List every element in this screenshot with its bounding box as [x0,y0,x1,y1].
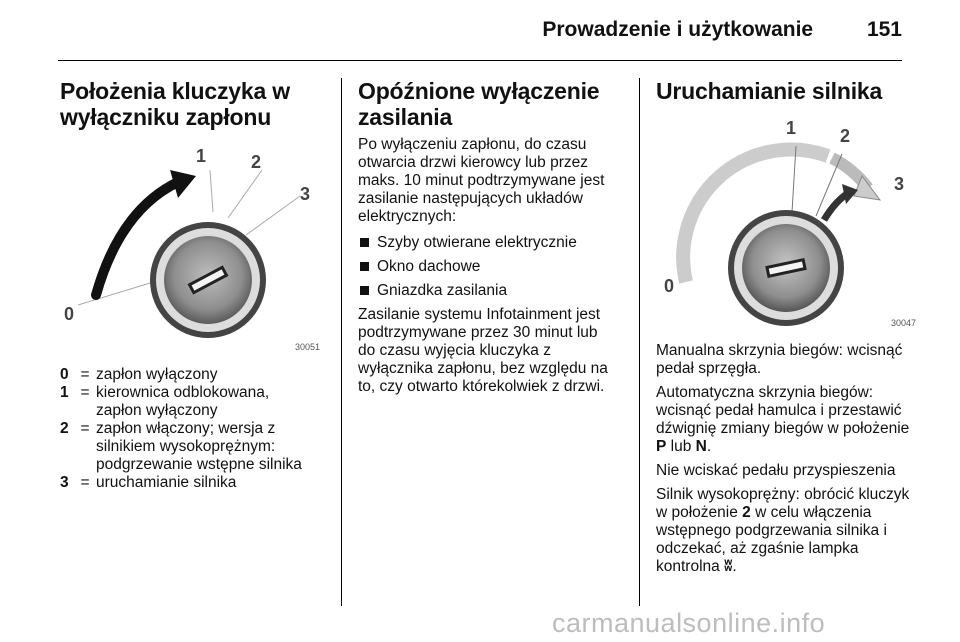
legend-key: 1 [60,384,69,401]
text-fragment: . [706,438,712,455]
legend-line: zapłon wyłączony [96,402,218,419]
text-line: elektrycznych: [358,208,457,225]
page-number: 151 [866,18,902,41]
text-line: Po wyłączeniu zapłonu, do czasu [358,136,587,153]
page-header [542,18,902,42]
key-position-2: 2 [742,504,751,521]
paragraph: Nie wciskać pedału przyspieszenia [656,462,896,479]
section-key-positions [60,78,328,492]
legend-line: silnikiem wysokoprężnym: [96,438,276,455]
heading-line: wyłączniku zapłonu [60,104,272,130]
section-delayed-power-off [358,78,628,396]
list-item [358,282,628,300]
gear-position-n: N [695,438,707,455]
header-rule [58,60,902,61]
text-fragment: kontrolna [656,558,725,575]
legend-key: 0 [60,366,69,383]
figure-label: 2 [251,152,262,172]
engine-start-figure [656,112,920,330]
bullet-icon [360,286,369,295]
figure-label: 0 [64,304,75,324]
text-line: otwarcia drzwi kierowcy lub przez [358,154,588,171]
column-divider-1 [341,78,342,606]
text-line: wstępnego podgrzewania silnika i [656,522,887,539]
text-fragment: w położenie [656,504,743,521]
leader-line [246,196,300,235]
bullet-icon [360,238,369,247]
list-item-text: Szyby otwierane elektrycznie [377,234,577,251]
ignition-switch-illustration [60,140,324,354]
text-line: podtrzymywane przez 30 minut lub [358,324,598,341]
leader-line [228,170,262,218]
legend-eq: = [80,366,90,383]
list-item [358,258,628,276]
text-line: pedał sprzęgła. [656,360,762,377]
text-line: do czasu wyjęcia kluczyka z [358,342,551,359]
ignition-start-illustration [656,112,920,330]
figure-label: 3 [894,174,905,194]
legend-eq: = [80,384,90,401]
figure-label: 3 [300,184,311,204]
figure-label: 1 [786,118,797,138]
text-line: wcisnąć pedał hamulca i przestawić [656,402,902,419]
legend-text [96,474,302,492]
text-line: Automatyczna skrzynia biegów: [656,384,874,401]
bullet-list [358,234,628,300]
legend-row [60,384,302,420]
preheat-indicator-icon: ʬ [724,558,733,575]
legend-key: 3 [60,474,69,491]
text-fragment: lub [666,438,696,455]
legend-row [60,366,302,384]
paragraph [656,384,926,456]
watermark: carmanualsonline.info [552,608,826,638]
legend-line: zapłon włączony; wersja z [96,420,276,437]
list-item-text: Gniazdka zasilania [377,282,508,299]
section-heading [60,78,328,130]
list-item-text: Okno dachowe [377,258,481,275]
legend-eq: = [80,420,90,437]
figure-label: 0 [664,276,675,296]
text-fragment: w celu włączenia [750,504,872,521]
legend-line: kierownica odblokowana, [96,384,270,401]
text-line: zasilanie następujących układów [358,190,583,207]
text-line: Silnik wysokoprężny: obrócić kluczyk [656,486,910,503]
section-engine-start [656,78,926,576]
legend-text [96,384,302,420]
figure-number: 30051 [294,342,320,352]
section-heading [358,78,628,130]
text-line: to, czy otwarto którekolwiek z drzwi. [358,378,605,395]
text-line: odczekać, aż zgaśnie lampka [656,540,859,557]
list-item [358,234,628,252]
legend-table [60,366,302,492]
paragraph [656,342,926,378]
paragraph [656,486,926,576]
figure-number: 30047 [890,318,916,328]
text-line: wyłącznika zapłonu, bez względu na [358,360,608,377]
legend-line: zapłon wyłączony [96,366,218,383]
ignition-positions-figure [60,140,324,354]
bullet-icon [360,262,369,271]
legend-line: podgrzewanie wstępne silnika [96,456,302,473]
text-line: Zasilanie systemu Infotainment jest [358,306,601,323]
figure-label: 2 [840,126,851,146]
legend-line: uruchamianie silnika [96,474,237,491]
text-line: Manualna skrzynia biegów: wcisnąć [656,342,903,359]
text-line: dźwignię zmiany biegów w położenie [656,420,910,437]
paragraph [358,136,628,226]
heading-line: Położenia kluczyka w [60,78,290,104]
legend-row [60,474,302,492]
text-fragment: . [732,558,737,575]
gear-position-p: P [656,438,667,455]
heading-line: zasilania [358,104,453,130]
figure-label: 1 [196,146,207,166]
legend-eq: = [80,474,90,491]
leader-line [210,170,213,212]
legend-text [96,420,302,474]
paragraph [358,306,628,396]
legend-key: 2 [60,420,69,437]
legend-row [60,420,302,474]
column-divider-2 [639,78,640,606]
section-heading: Uruchamianie silnika [656,78,883,104]
text-line: maks. 10 minut podtrzymywane jest [358,172,605,189]
heading-line: Opóźnione wyłączenie [358,78,600,104]
leader-line [78,280,160,305]
legend-text [96,366,302,384]
header-title: Prowadzenie i użytkowanie [542,18,814,41]
